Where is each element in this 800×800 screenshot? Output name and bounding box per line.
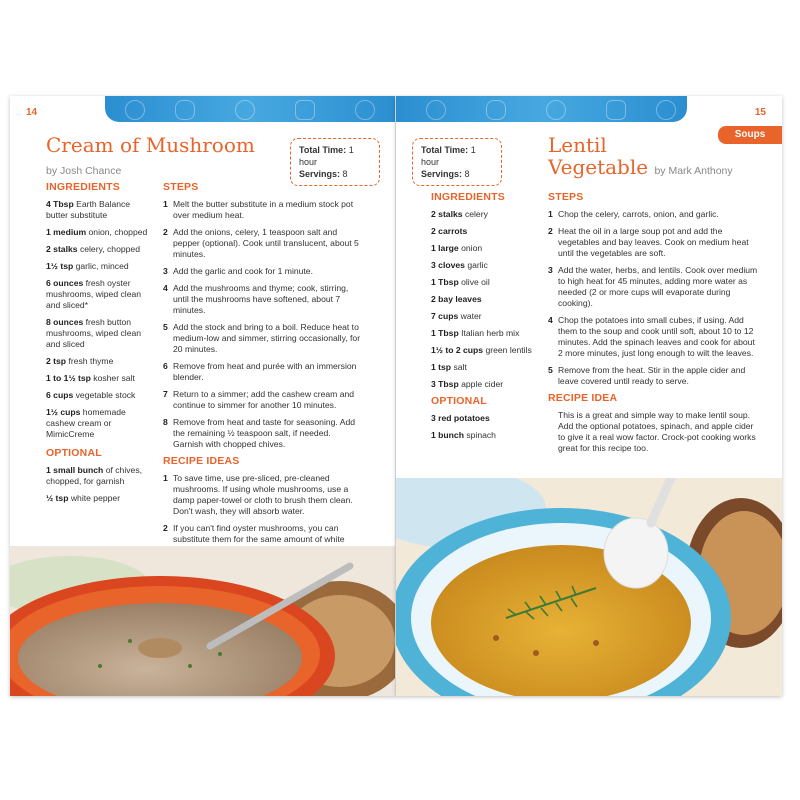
step-number: 4 [548,315,553,325]
ingredient-quantity: 3 cloves [431,260,465,270]
ingredient-quantity: 2 stalks [431,209,463,219]
ingredient-item [431,260,543,271]
ingredient-item [46,407,150,440]
step-number: 2 [548,226,553,236]
step-text: Add the stock and bring to a boil. Reduce heat to medium-low and simmer, stirring occasionally, for 20 minutes. [173,322,361,354]
step-item [548,365,758,387]
ingredient-quantity: 2 stalks [46,244,78,254]
step-number: 8 [163,417,168,427]
ingredient-quantity: 2 tsp [46,356,67,366]
ingredient-quantity: 3 Tbsp [431,379,459,389]
step-text: Remove from the heat. Stir in the apple cider and leave covered until ready to serve. [558,365,746,386]
ingredient-text: of chives, chopped, for garnish [46,465,143,486]
servings-label: Servings: [421,169,463,179]
ingredient-item [46,244,150,255]
step-text: Remove from heat and purée with an immersion blender. [173,361,357,382]
recipe-title [46,134,255,182]
step-item [163,389,363,411]
ingredient-text: salt [453,362,467,372]
ingredient-item [431,294,543,305]
step-number: 1 [163,473,168,483]
ingredient-quantity: 8 ounces [46,317,84,327]
byline: by Josh Chance [46,165,122,177]
step-number: 2 [163,523,168,533]
ingredient-text: celery, chopped [79,244,140,254]
step-number: 7 [163,389,168,399]
ingredient-item [46,261,150,272]
ingredient-item [46,227,150,238]
ingredients-heading: INGREDIENTS [431,191,505,203]
recipe-title-line1: Lentil [548,133,607,157]
ingredient-quantity: ½ tsp [46,493,69,503]
step-text: Add the garlic and cook for 1 minute. [173,266,313,276]
mushroom-soup-photo [10,546,396,696]
step-number: 3 [548,265,553,275]
step-text: Melt the butter substitute in a medium stock pot over medium heat. [173,199,354,220]
ingredient-item [46,278,150,311]
step-item [163,417,363,450]
ingredient-item [431,226,543,237]
optional-heading: OPTIONAL [46,447,102,459]
ingredient-item [431,413,543,424]
ingredient-text: garlic, minced [75,261,129,271]
recipe-title-line2: Vegetable [548,155,649,179]
optional-heading: OPTIONAL [431,395,487,407]
recipe-ideas-heading: RECIPE IDEAS [163,455,240,467]
ingredient-text: water [460,311,482,321]
ingredient-text: homemade cashew cream or MimicCreme [46,407,126,439]
ingredient-quantity: 6 ounces [46,278,84,288]
right-page [396,96,782,696]
step-item [163,322,363,355]
ingredient-item [46,317,150,350]
time-servings-box [290,138,380,186]
lentil-soup-photo [396,478,782,696]
step-item [163,361,363,383]
servings-value: 8 [342,169,348,179]
decorative-banner [396,96,687,122]
ingredient-text: onion [461,243,483,253]
time-servings-box [412,138,502,186]
step-item [548,315,758,359]
byline: by Mark Anthony [654,165,733,177]
step-text: Add the water, herbs, and lentils. Cook over medium to high heat for 45 minutes, adding more water as needed (2 or more cups will evaporate during cooking). [558,265,758,308]
ingredient-item [431,328,543,339]
step-text: If you can't find oyster mushrooms, you can substitute them for the same amount of white [173,523,345,544]
step-number: 5 [163,322,168,332]
servings-value: 8 [464,169,470,179]
ingredient-quantity: 7 cups [431,311,459,321]
ingredient-item [46,373,150,384]
step-text: Add the mushrooms and thyme; cook, stirring, until the mushrooms have softened, about 7 minutes. [173,283,349,315]
ingredient-quantity: 2 carrots [431,226,468,236]
step-text: Remove from heat and taste for seasoning. Add the remaining ½ teaspoon salt, if needed. Garnish with chopped chives. [173,417,356,449]
step-text: Heat the oil in a large soup pot and add the vegetables and bay leaves. Cook on medium heat until the vegetables are soft. [558,226,749,258]
ingredient-item [46,390,150,401]
servings-label: Servings: [299,169,341,179]
ingredient-text: Italian herb mix [461,328,520,338]
step-text: Chop the celery, carrots, onion, and garlic. [558,209,719,219]
ingredient-text: Earth Balance butter substitute [46,199,131,220]
ingredient-text: fresh thyme [68,356,114,366]
ingredient-text: spinach [466,430,496,440]
ingredient-text: fresh oyster mushrooms, wiped clean and sliced* [46,278,142,310]
step-text: Add the onions, celery, 1 teaspoon salt and pepper (optional). Cook until translucent, about 5 minutes. [173,227,359,259]
left-page [10,96,396,696]
ingredient-item [431,362,543,373]
ingredient-item [46,465,150,487]
ingredient-item [431,311,543,322]
recipe-title [548,134,733,182]
step-text: To save time, use pre-sliced, pre-cleaned mushrooms. If using whole mushrooms, use a damp paper-towel or cloth to brush them clean. Don't wash, they will absorb water. [173,473,353,516]
ingredient-quantity: 1 large [431,243,459,253]
ingredient-quantity: 1 bunch [431,430,464,440]
ingredient-quantity: 1½ to 2 cups [431,345,484,355]
ingredient-item [431,345,543,356]
ingredient-text: celery [464,209,488,219]
ingredient-quantity: 2 bay leaves [431,294,482,304]
ingredient-quantity: 6 cups [46,390,74,400]
recipe-idea-text: This is a great and simple way to make lentil soup. Add the optional potatoes, spinach, and apple cider to give it a real wow factor. Crock-pot cooking works great for this recipe too. [558,410,756,453]
ingredient-item [431,277,543,288]
ingredient-quantity: 1 to 1½ tsp [46,373,91,383]
step-item [163,283,363,316]
step-item [163,473,363,517]
ingredient-text: olive oil [461,277,490,287]
step-text: Chop the potatoes into small cubes, if using. Add them to the soup and cook until soft, about 10 to 12 minutes. Add the spinach leaves and cook for about 2 more minutes, just long enough to wilt the leaves. [558,315,755,358]
ingredient-quantity: 4 Tbsp [46,199,74,209]
ingredient-item [46,493,150,504]
ingredient-text: garlic [467,260,488,270]
ingredient-text: fresh button mushrooms, wiped clean and sliced [46,317,142,349]
ingredient-text: white pepper [70,493,121,503]
ingredient-item [431,243,543,254]
ingredient-item [46,199,150,221]
page-number: 15 [754,107,766,118]
step-number: 4 [163,283,168,293]
total-time-value: 1 hour [299,145,354,167]
page-number: 14 [26,107,38,118]
ingredient-item [46,356,150,367]
step-item [163,227,363,260]
ingredient-item [431,379,543,390]
steps-heading: STEPS [163,181,199,193]
step-item [163,266,363,277]
step-number: 1 [163,199,168,209]
ingredients-column [431,192,543,447]
ingredient-quantity: 1 small bunch [46,465,104,475]
steps-heading: STEPS [548,191,584,203]
ingredient-quantity: 1 Tbsp [431,277,459,287]
step-number: 5 [548,365,553,375]
ingredients-heading: INGREDIENTS [46,181,120,193]
recipe-idea-heading: RECIPE IDEA [548,392,618,404]
ingredient-quantity: 1 Tbsp [431,328,459,338]
step-number: 1 [548,209,553,219]
ingredient-text: onion, chopped [88,227,148,237]
step-number: 3 [163,266,168,276]
decorative-banner [105,96,396,122]
ingredient-text: apple cider [461,379,504,389]
total-time-label: Total Time: [421,145,469,155]
ingredient-item [431,209,543,220]
steps-column [548,192,758,454]
ingredient-item [431,430,543,441]
step-item [548,265,758,309]
ingredient-quantity: 1 medium [46,227,87,237]
step-item [163,199,363,221]
ingredient-text: kosher salt [93,373,135,383]
ingredient-text: vegetable stock [75,390,136,400]
ingredient-text: green lentils [485,345,532,355]
recipe-title-text: Cream of Mushroom [46,133,255,157]
ingredient-quantity: 1 tsp [431,362,452,372]
ingredient-quantity: 1½ tsp [46,261,74,271]
step-number: 6 [163,361,168,371]
ingredient-quantity: 3 red potatoes [431,413,490,423]
total-time-label: Total Time: [299,145,347,155]
step-text: Return to a simmer; add the cashew cream and continue to simmer for another 10 minutes. [173,389,355,410]
steps-column [163,182,363,562]
ingredients-column [46,182,150,510]
step-number: 2 [163,227,168,237]
total-time-value: 1 hour [421,145,476,167]
step-item [548,209,758,220]
step-item [548,226,758,259]
section-tab-soups[interactable]: Soups [718,126,782,144]
ingredient-quantity: 1½ cups [46,407,81,417]
